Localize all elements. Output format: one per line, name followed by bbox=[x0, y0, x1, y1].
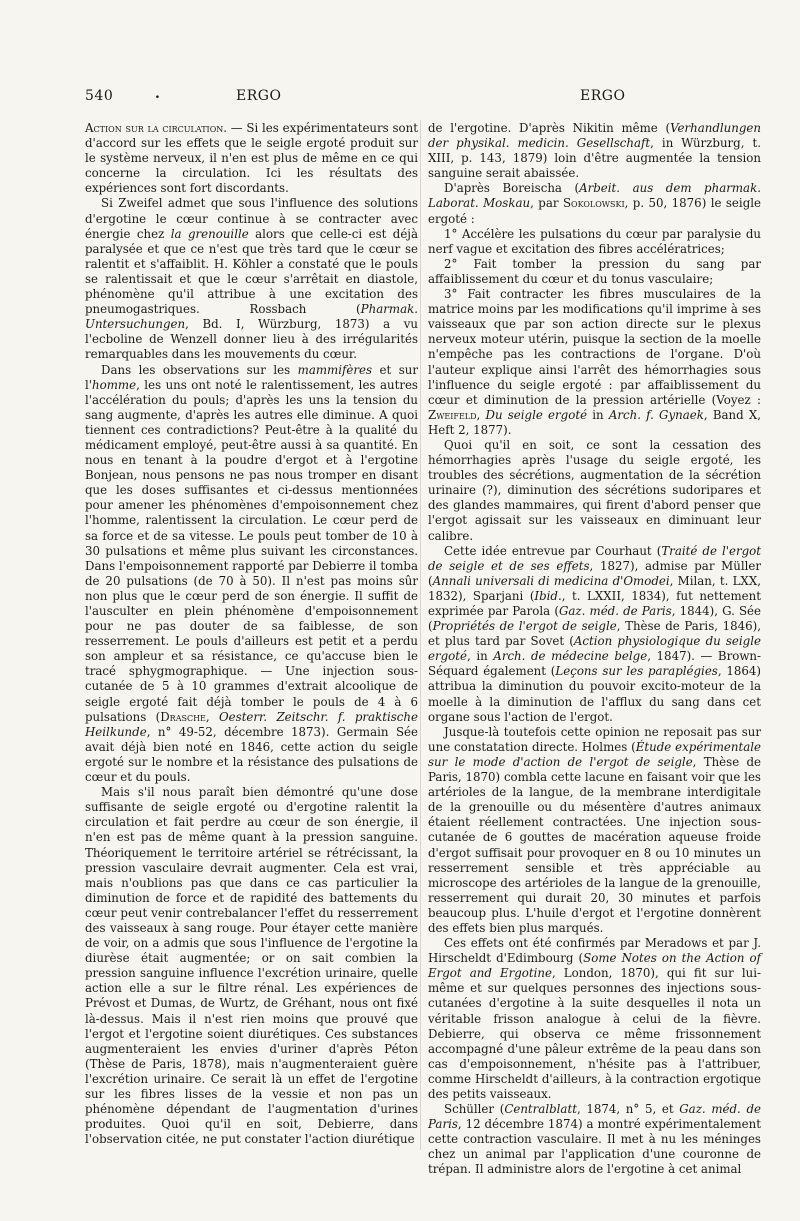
paragraph-mammiferes: Dans les observations sur les mammifères et sur l'homme, les uns ont noté le ralentissement, les autres l'accélération du pouls; d'après les uns la tension du sang augmente, d'après les autres elle diminue. A quoi tiennent ces contradictions? Peut-être à la qualité du médicament employé, peut-être aussi à sa quantité. En nous en tenant à la poudre d'ergot et à l'ergotine Bonjean, nous pensons ne pas nous tromper en disant que les doses suffisantes et ci-dessus mentionnées pour amener les phénomènes d'empoisonnement chez l'homme, ralentissent la circulation. Le cœur perd de sa force et de sa vitesse. Le pouls peut tomber de 10 à 30 pulsations et même plus suivant les circonstances. Dans l'empoisonnement rapporté par Debierre il tomba de 20 pulsations (de 70 à 50). Il n'est pas moins sûr non plus que le cœur perd de son énergie. Il suffit de l'ausculter en plein phénomène d'empoisonnement pour ne pas douter de sa faiblesse, de son resserrement. Le pouls d'ailleurs est petit et a perdu son ampleur et sa résistance, ce qu'accuse bien le tracé sphygmographique. — Une injection sous-cutanée de 5 à 10 grammes d'extrait alcoolique de seigle ergoté fait déjà tomber le pouls de 4 à 6 pulsations (Drasche, Oesterr. Zeitschr. f. praktische Heilkunde, n° 49-52, décembre 1873). Germain Sée avait déjà bien noté en 1846, cette action du seigle ergoté sur le nombre et la résistance des pulsations de cœur et du pouls. bbox=[85, 362, 418, 785]
header-separator-dot: . bbox=[155, 86, 161, 102]
paragraph-schuller: Schüller (Centralblatt, 1874, n° 5, et Gaz. méd. de Paris, 12 décembre 1874) a montré expérimentalement cette contraction vasculaire. Il met à nu les méninges chez un animal par l'application d'une couronne de trépan. Il administre alors de l'ergotine à cet animal bbox=[428, 1102, 761, 1177]
list-item-3: 3° Fait contracter les fibres musculaires de la matrice moins par les modifications qu'il imprime à ses vaisseaux que par son action directe sur le plexus nerveux moteur utérin, puisque la section de la moelle n'empêche pas les contractions de l'organe. D'où l'auteur explique ainsi l'arrêt des hémorrhagies sous l'influence du seigle ergoté : par affaiblissement du cœur et diminution de la pression artérielle (Voyez : Zweifeld, Du seigle ergoté in Arch. f. Gynaek, Band X, Heft 2, 1877). bbox=[428, 287, 762, 437]
left-column bbox=[85, 121, 418, 1147]
paragraph-meradows: Ces effets ont été confirmés par Meradows et par J. Hirscheldt d'Edimbourg (Some Notes on the Action of Ergot and Ergotine, London, 1870), qui fit sur lui-même et sur quelques personnes des injections sous-cutanées d'ergotine à la suite desquelles il nota un véritable frisson analogue à celui de la fièvre. Debierre, qui observa ce même frissonnement accompagné d'une pâleur extrême de la peau dans son cas d'empoisonnement, n'hésite pas à l'attribuer, comme Hirscheldt d'ailleurs, à la contraction ergotique des petits vaisseaux. bbox=[428, 936, 761, 1101]
running-header bbox=[0, 88, 800, 108]
list-item-1: 1° Accélère les pulsations du cœur par paralysie du nerf vague et excitation des fibres accélératrices; bbox=[428, 226, 761, 256]
running-title-right: ERGO bbox=[580, 88, 626, 104]
paragraph-zweifel: Si Zweifel admet que sous l'influence des solutions d'ergotine le cœur continue à se contracter avec énergie chez la grenouille alors que celle-ci est déjà paralysée et que ce n'est que très tard que le cœur se ralentit et s'affaiblit. H. Köhler a constaté que le pouls se ralentissait et que le cœur s'arrêtait en diastole, phénomène qu'il attribue à une excitation des pneumogastriques. Rossbach (Pharmak. Untersuchungen, Bd. I, Würzburg, 1873) a vu l'ecboline de Wenzell donner lieu à des irrégularités remarquables dans les mouvements du cœur. bbox=[85, 196, 418, 362]
paragraph-boreischa: D'après Boreischa (Arbeit. aus dem pharmak. Laborat. Moskau, par Sokolowski, p. 50, 1876) le seigle ergoté : bbox=[428, 181, 761, 226]
paragraph-nikitin: de l'ergotine. D'après Nikitin même (Verhandlungen der physikal. medicin. Gesellschaft, in Würzburg, t. XIII, p. 143, 1879) loin d'être augmentée la tension sanguine serait abaissée. bbox=[428, 121, 761, 181]
paragraph-courhaut: Cette idée entrevue par Courhaut (Traité de l'ergot de seigle et de ses effets, 1827), admise par Müller (Annali universali di medicina d'Omodei, Milan, t. LXX, 1832), Sparjani (Ibid., t. LXXII, 1834), fut nettement exprimée par Parola (Gaz. méd. de Paris, 1844), G. Sée (Propriétés de l'ergot de seigle, Thèse de Paris, 1846), et plus tard par Sovet (Action physiologique du seigle ergoté, in Arch. de médecine belge, 1847). — Brown-Séquard également (Leçons sur les paraplégies, 1864) attribua la diminution du pouvoir excito-moteur de la moelle à la diminution de l'afflux du sang dans cet organe sous l'action de l'ergot. bbox=[428, 543, 762, 724]
paragraph-holmes: Jusque-là toutefois cette opinion ne reposait pas sur une constatation directe. Holmes (Étude expérimentale sur le mode d'action de l'ergot de seigle, Thèse de Paris, 1870) combla cette lacune en faisant voir que les artérioles de la langue, de la membrane interdigitale de la grenouille ou du mésentère d'autres animaux étaient réellement contractées. Une injection sous-cutanée de 6 gouttes de macération aqueuse froide d'ergot suffisait pour provoquer en 8 ou 10 minutes un resserrement sensible et très appréciable au microscope des artérioles de la langue de la grenouille, resserrement qui durait 20, 30 minutes et parfois beaucoup plus. L'huile d'ergot et l'ergotine donnèrent des effets bien plus marqués. bbox=[428, 724, 762, 935]
page-number: 540 bbox=[85, 88, 114, 104]
column-divider bbox=[420, 120, 421, 1150]
paragraph-pression-sanguine: Mais s'il nous paraît bien démontré qu'une dose suffisante de seigle ergoté ou d'ergotine ralentit la circulation et fait perdre au cœur de son énergie, il n'en est pas de même quant à la pression sanguine. Théoriquement le territoire artériel se rétrécissant, la pression vasculaire devrait augmenter. Cela est vrai, mais n'oublions pas que dans ce cas particulier la diminution de force et de rapidité des battements du cœur peut venir contrebalancer l'effet du resserrement des vaisseaux à sang rouge. Pour étayer cette manière de voir, on a admis que sous l'influence de l'ergotine la diurèse était augmentée; or on sait combien la pression sanguine influence l'excrétion urinaire, quelle action elle a sur le filtre rénal. Les expériences de Prévost et Dumas, de Wurtz, de Gréhant, nous ont fixé là-dessus. Mais il n'est rien moins que prouvé que l'ergot et l'ergotine soient diurétiques. Ces substances augmenteraient les envies d'uriner d'après Péton (Thèse de Paris, 1878), mais n'augmenteraient guère l'excrétion urinaire. Ce serait là un effet de l'ergotine sur les fibres lisses de la vessie et non pas un phénomène dépendant de l'augmentation d'urines produites. Quoi qu'il en soit, Debierre, dans l'observation citée, ne put constater l'action diurétique bbox=[85, 785, 418, 1147]
paragraph-hemorrhagies: Quoi qu'il en soit, ce sont la cessation des hémorrhagies après l'usage du seigle ergoté, les troubles des sécrétions, augmentation de la sécrétion urinaire (?), diminution des sécrétions sudoripares et des glandes mammaires, qui firent d'abord penser que l'ergot agissait sur les vaisseaux en diminuant leur calibre. bbox=[428, 437, 761, 543]
right-column bbox=[428, 121, 761, 1178]
paragraph-circulation-intro: Action sur la circulation. — Si les expérimentateurs sont d'accord sur les effets que le seigle ergoté produit sur le système nerveux, il n'en est plus de même en ce qui concerne la circulation. Ici les résultats des expériences sont fort discordants. bbox=[85, 121, 418, 196]
section-heading: Action sur la circulation. bbox=[85, 121, 227, 135]
list-item-2: 2° Fait tomber la pression du sang par affaiblissement du cœur et du tonus vasculaire; bbox=[428, 256, 761, 286]
running-title-left: ERGO bbox=[236, 88, 282, 104]
